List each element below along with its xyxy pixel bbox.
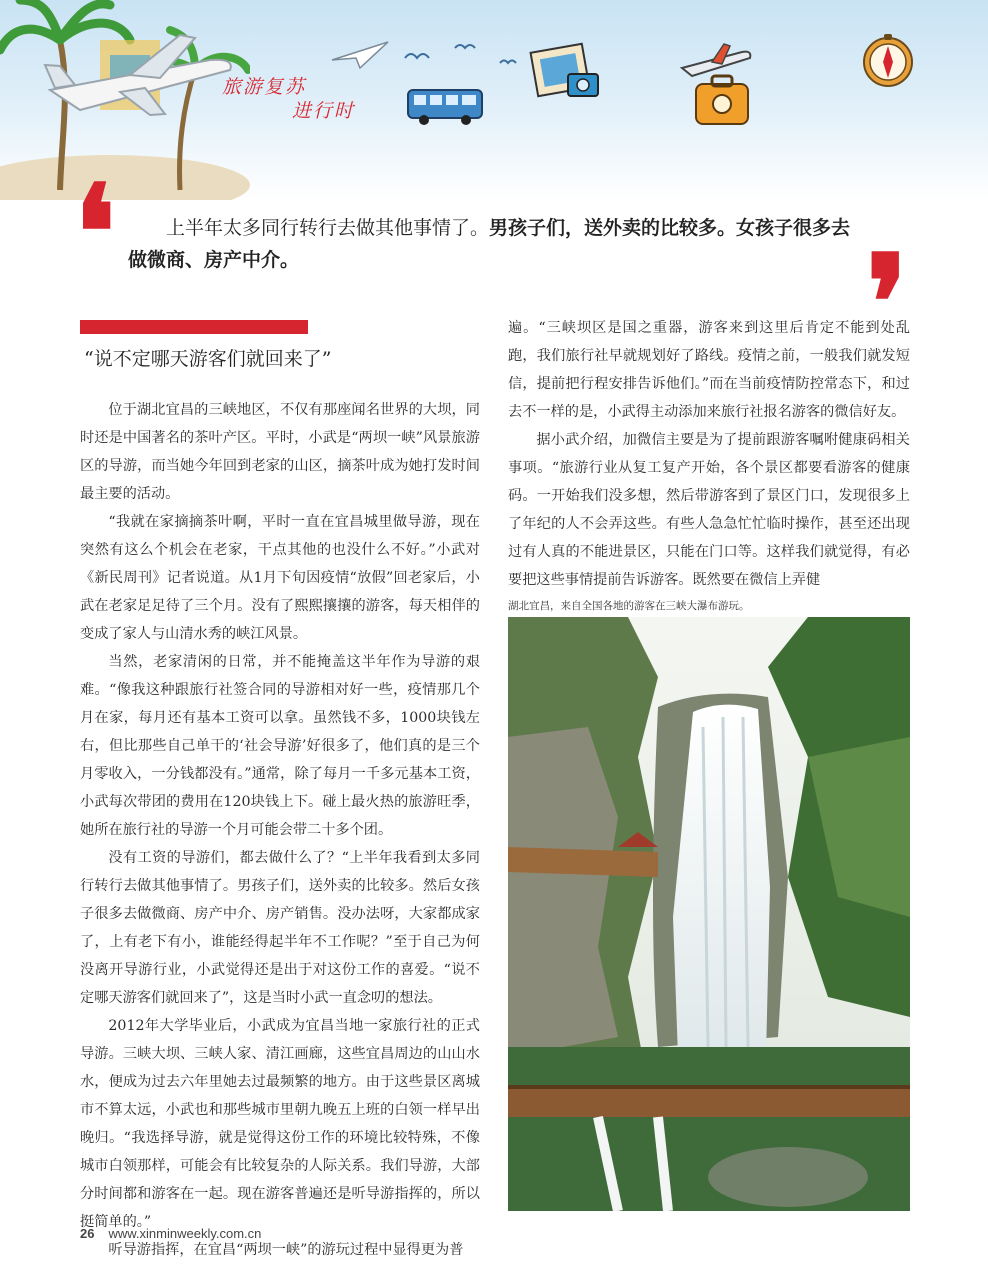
- header-banner: [0, 0, 988, 200]
- banner-title-line1: 旅游复苏: [222, 76, 307, 98]
- section-rule: [80, 320, 308, 334]
- left-column: [80, 396, 480, 1264]
- airplane-icon: [40, 30, 240, 120]
- paragraph: 听导游指挥，在宜昌“两坝一峡”的游玩过程中显得更为普: [108, 1242, 464, 1258]
- paragraph: 据小武介绍，加微信主要是为了提前跟游客嘱咐健康码相关事项。“旅游行业从复工复产开始，各个景区都要看游客的健康码。一开始我们没多想，然后带游客到了景区门口，发现很多上了年纪的人不会弄这些。有些人急急忙忙临时操作，甚至还出现过有人真的不能进景区，只能在门口等。这样我们就觉得，有必要把这些事情提前告诉游客。既然要在微信上弄健: [508, 432, 910, 588]
- page-footer: [80, 1226, 261, 1241]
- banner-title-line2: 进行时: [292, 100, 356, 122]
- bus-icon: [406, 86, 486, 128]
- section-heading: “说不定哪天游客们就回来了”: [84, 348, 332, 370]
- page-number: 26: [80, 1226, 95, 1241]
- website-url: www.xinminweekly.com.cn: [108, 1226, 262, 1241]
- pull-quote: [128, 212, 868, 276]
- right-column: [508, 314, 910, 594]
- close-quote-mark: ❜: [866, 226, 908, 379]
- pull-quote-normal: 上半年太多同行转行去做其他事情了。: [166, 217, 490, 239]
- bird-icon: [400, 38, 540, 78]
- photo-caption: 湖北宜昌，来自全国各地的游客在三峡大瀑布游玩。: [508, 600, 750, 612]
- paragraph: 位于湖北宜昌的三峡地区，不仅有那座闻名世界的大坝，同时还是中国著名的茶叶产区。平时，小武是“两坝一峡”风景旅游区的导游，而当她今年回到老家的山区，摘茶叶成为她打发时间最主要的活动。: [80, 402, 480, 502]
- open-quote-mark: ❛: [74, 156, 116, 309]
- waterfall-photo: [508, 617, 910, 1211]
- paragraph: 2012年大学毕业后，小武成为宜昌当地一家旅行社的正式导游。三峡大坝、三峡人家、清江画廊，这些宜昌周边的山山水水，便成为过去六年里她去过最频繁的地方。由于这些景区离城市不算太远，小武也和那些城市里朝九晚五上班的白领一样早出晚归。“我选择导游，就是觉得这份工作的环境比较特殊，不像城市白领那样，可能会有比较复杂的人际关系。我们导游，大部分时间都和游客在一起。现在游客普遍还是听导游指挥的，所以挺简单的。”: [80, 1018, 480, 1230]
- compass-icon: [860, 32, 916, 88]
- pull-quote-bold: 男孩子们，送外卖的比较多。女孩子很多去做微商、房产中介。: [128, 217, 851, 271]
- paragraph: “我就在家摘摘茶叶啊，平时一直在宜昌城里做导游，现在突然有这么个机会在老家，干点其他的也没什么不好。”小武对《新民周刊》记者说道。从1月下旬因疫情“放假”回老家后，小武在老家足足待了三个月。没有了熙熙攘攘的游客，每天相伴的变成了家人与山清水秀的峡江风景。: [80, 514, 480, 642]
- suitcase-icon: [672, 40, 762, 130]
- paragraph: 没有工资的导游们，都去做什么了？“上半年我看到太多同行转行去做其他事情了。男孩子们，送外卖的比较多。然后女孩子很多去做微商、房产中介、房产销售。没办法呀，大家都成家了，上有老下有小，谁能经得起半年不工作呢？”至于自己为何没离开导游行业，小武觉得还是出于对这份工作的喜爱。“说不定哪天游客们就回来了”，这是当时小武一直念叨的想法。: [80, 850, 480, 1006]
- paper-plane-icon: [330, 40, 390, 70]
- paragraph: 当然，老家清闲的日常，并不能掩盖这半年作为导游的艰难。“像我这种跟旅行社签合同的导游相对好一些，疫情那几个月在家，每月还有基本工资可以拿。虽然钱不多，1000块钱左右，但比那些自己单干的‘社会导游’好很多了，他们真的是三个月零收入，一分钱都没有。”通常，除了每月一千多元基本工资，小武每次带团的费用在120块钱上下。碰上最火热的旅游旺季，她所在旅行社的导游一个月可能会带二十多个团。: [80, 654, 480, 838]
- paragraph: 遍。“三峡坝区是国之重器，游客来到这里后肯定不能到处乱跑，我们旅行社早就规划好了路线。疫情之前，一般我们就发短信，提前把行程安排告诉他们。”而在当前疫情防控常态下，和过去不一样的是，小武得主动添加来旅行社报名游客的微信好友。: [508, 320, 910, 420]
- photo-frame-icon: [528, 40, 604, 106]
